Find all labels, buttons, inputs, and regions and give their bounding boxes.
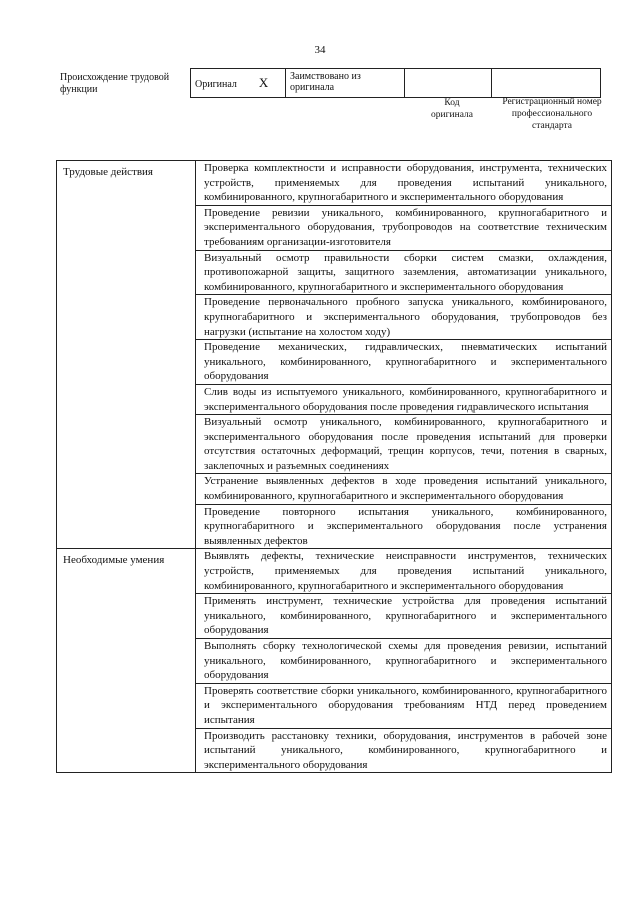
original-cell: [191, 69, 286, 98]
table-row: [57, 549, 612, 594]
section-item: Проведение повторного испытания уникального, комбинированного, крупногабаритного и экспериментального оборудования после устранения выявленных дефектов: [196, 504, 612, 549]
original-code-cell: [405, 69, 492, 98]
section-item: Визуальный осмотр правильности сборки систем смазки, охлаждения, противопожарной защиты, защитного заземления, автоматизации уникального, комбинированного, крупногабаритного и экспериментального оборудования: [196, 250, 612, 295]
original-mark: X: [258, 75, 269, 90]
page-number: 34: [314, 44, 326, 56]
section-item: Производить расстановку техники, оборудования, инструментов в рабочей зоне испытаний уникального, комбинированного, крупногабаритного и экспериментального оборудования: [196, 728, 612, 773]
section-item: Слив воды из испытуемого уникального, комбинированного, крупногабаритного и экспериментального оборудования после проведения гидравлического испытания: [196, 384, 612, 414]
section-label: Трудовые действия: [57, 161, 196, 549]
original-label: Оригинал: [195, 79, 237, 90]
section-item: Выявлять дефекты, технические неисправности инструментов, технических устройств, применяемых для проведения испытаний уникального, комбинированного, крупногабаритного и экспериментального оборудования: [196, 549, 612, 594]
registration-number-cell: [492, 69, 601, 98]
section-item: Применять инструмент, технические устройства для проведения испытаний уникального, комбинированного, крупногабаритного и экспериментального оборудования: [196, 594, 612, 639]
borrowed-cell: Заимствовано из оригинала: [286, 69, 405, 98]
section-item: Визуальный осмотр уникального, комбинированного, крупногабаритного и экспериментального оборудования после проведения испытаний для проверки отсутствия остаточных деформаций, трещин корпусов, течи, потения в сварных, заклепочных и разъемных соединениях: [196, 415, 612, 474]
origin-table: [190, 68, 601, 98]
table-row: [57, 161, 612, 206]
section-item: Проведение ревизии уникального, комбинированного, крупногабаритного и экспериментального оборудования, трубопроводов на соответствие техническим требованиям организации-изготовителя: [196, 205, 612, 250]
section-item: Проведение механических, гидравлических, пневматических испытаний уникального, комбинированного, крупногабаритного и экспериментального оборудования: [196, 340, 612, 385]
section-item: Проведение первоначального пробного запуска уникального, комбинированого, крупногабаритного и экспериментального оборудования, трубопроводов без нагрузки (испытание на холостом ходу): [196, 295, 612, 340]
origin-label: Происхождение трудовой функции: [60, 72, 170, 95]
registration-number-caption: Регистрационный номер профессионального стандарта: [502, 97, 602, 131]
section-item: Выполнять сборку технологической схемы для проведения ревизии, испытаний уникального, комбинированного, крупногабаритного и экспериментального оборудования: [196, 639, 612, 684]
section-item: Проверять соответствие сборки уникального, комбинированного, крупногабаритного и экспериментального оборудования требованиям НТД перед проведением испытания: [196, 683, 612, 728]
functions-table: [56, 160, 612, 773]
section-item: Устранение выявленных дефектов в ходе проведения испытаний уникального, комбинированного, крупногабаритного и экспериментального оборудования: [196, 474, 612, 504]
section-label: Необходимые умения: [57, 549, 196, 773]
section-item: Проверка комплектности и исправности оборудования, инструмента, технических устройств, применяемых для проведения испытаний уникального, комбинированного, крупногабаритного и экспериментального оборудования: [196, 161, 612, 206]
original-code-caption: Код оригинала: [431, 98, 473, 120]
